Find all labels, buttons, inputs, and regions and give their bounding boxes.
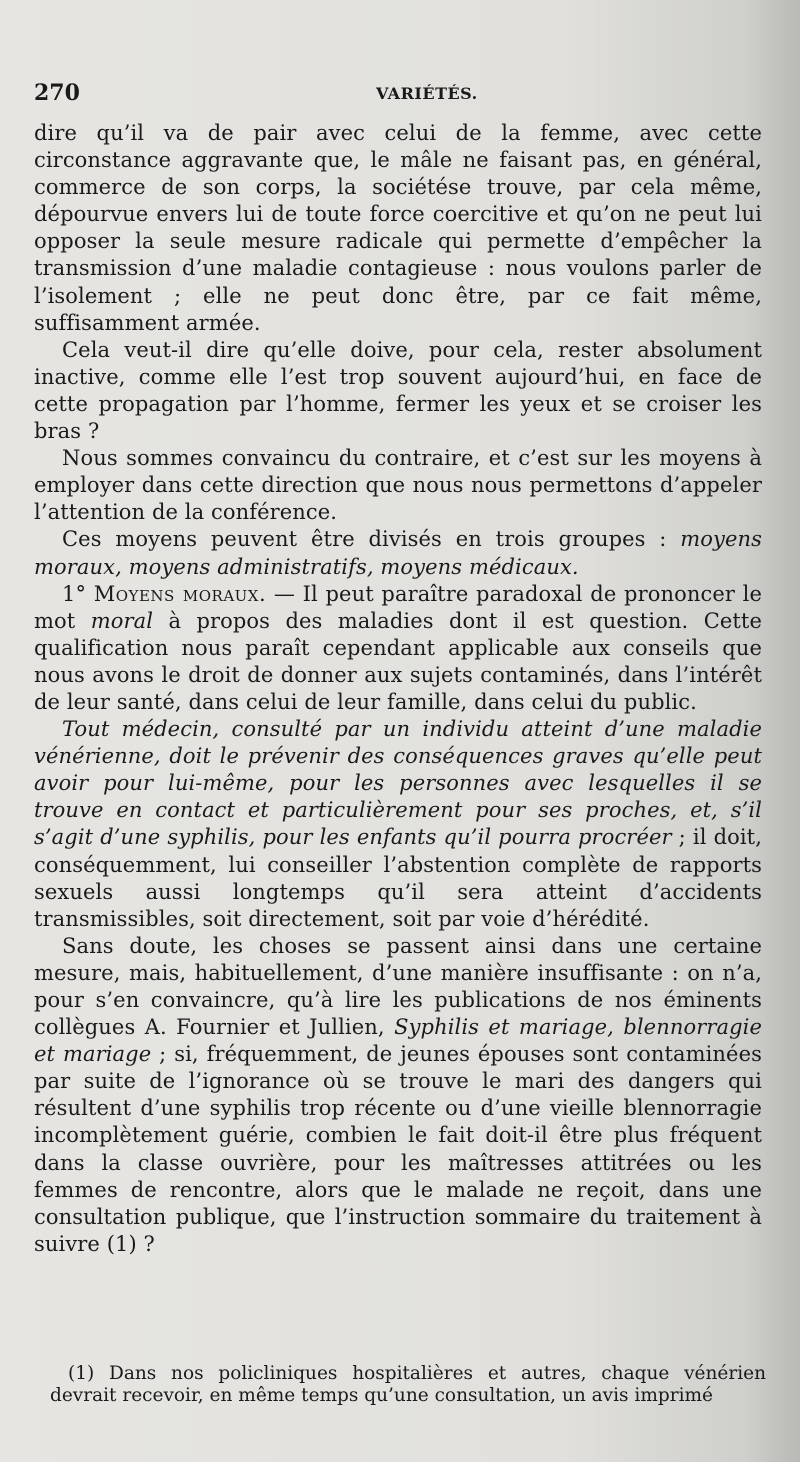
paragraph-2: Cela veut-il dire qu’elle doive, pour cela, rester absolument inactive, comme elle l’est trop souvent aujourd’hui, en face de cette propagation par l’homme, fermer les yeux et se croiser les bras ? [34,337,762,444]
paragraph-6 [34,716,762,933]
paragraph-1: dire qu’il va de pair avec celui de la femme, avec cette circonstance aggravante que, le mâle ne faisant pas, en général, commerce de son corps, la sociétése trouve, par cela même, dépourvue envers lui de toute force coercitive et qu’on ne peut lui opposer la seule mesure radicale qui permette d’empêcher la transmission d’une maladie contagieuse : nous voulons parler de l’isolement ; elle ne peut donc être, par ce fait même, suffisamment armée. [34,121,762,335]
section-heading: Moyens moraux. [93,581,267,606]
paragraph-7-text-a: Sans doute, les choses se passent ainsi dans une certaine mesure, mais, habituellement, d’une manière insuffisante : on n’a, pour s’en convaincre, qu’à lire les publications de nos éminents collègues A. Fournier et Jullien, [34,933,762,1040]
paragraph-4-text: Ces moyens peuvent être divisés en trois groupes : [62,527,681,552]
footnote: (1) Dans nos policliniques hospitalières et autres, chaque vénérien devrait recevoir, en même temps qu’une consultation, un avis imprimé [50,1363,766,1406]
paragraph-7 [34,933,762,1258]
paragraph-5-text-a: — Il peut paraître paradoxal de prononcer le mot [34,581,763,633]
page-number: 270 [34,80,80,106]
section-number: 1° [62,581,94,606]
running-head: VARIÉTÉS. [376,84,478,103]
paragraph-3: Nous sommes convaincu du contraire, et c’est sur les moyens à employer dans cette direction que nous nous permettons d’appeler l’attention de la conférence. [34,446,762,525]
paragraph-6-text: ; il doit, conséquemment, lui conseiller l’abstention complète de rapports sexuels aussi longtemps qu’il sera atteint d’accidents transmissibles, soit directement, soit par voie d’hérédité. [34,825,762,931]
paragraph-6-italic: Tout médecin, consulté par un individu atteint d’une maladie vénérienne, doit le prévenir des conséquences graves qu’elle peut avoir pour lui-même, pour les personnes avec lesquelles il se trouve en contact et particulièrement pour ses proches, et, s’il s’agit d’une syphilis, pour les enfants qu’il pourra procréer [34,717,762,850]
paragraph-5 [34,581,762,716]
body-text [34,120,762,1258]
paragraph-4-italic: moyens moraux, moyens administratifs, moyens médicaux. [34,527,762,579]
page-header [34,80,764,114]
paragraph-4 [34,526,762,580]
paragraph-7-italic: Syphilis et mariage, blennorragie et mariage [34,1015,762,1067]
paragraph-5-text-b: à propos des maladies dont il est question. Cette qualification nous paraît cependant applicable aux conseils que nous avons le droit de donner aux sujets contaminés, dans l’intérêt de leur santé, dans celui de leur famille, dans celui du public. [34,608,762,714]
paragraph-5-italic-word: moral [90,608,154,633]
paragraph-7-text-b: ; si, fréquemment, de jeunes épouses sont contaminées par suite de l’ignorance où se trouve le mari des dangers qui résultent d’une syphilis trop récente ou d’une vieille blennorragie incomplètement guérie, combien le fait doit-il être plus fréquent dans la classe ouvrière, pour les maîtresses attitrées ou les femmes de rencontre, alors que le malade ne reçoit, dans une consultation publique, que l’instruction sommaire du traitement à suivre (1) ? [34,1042,762,1256]
